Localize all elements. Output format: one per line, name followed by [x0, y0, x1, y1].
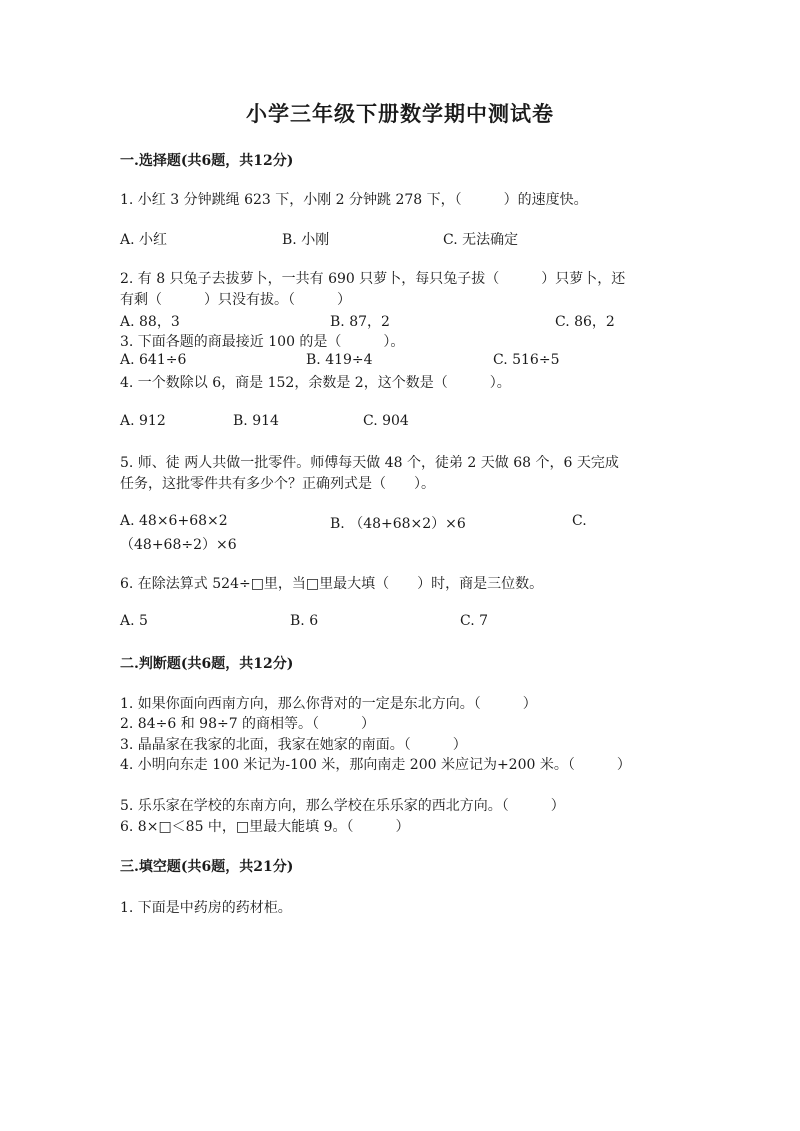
question-1-5: 5. 师、徒 两人共做一批零件。师傅每天做 48 个，徒弟 2 天做 68 个，6 天完成	[120, 455, 619, 471]
option-b: B. 914	[233, 413, 279, 429]
section-heading-judgement: 二.判断题(共6题，共12分)	[120, 656, 294, 672]
option-c: C. 7	[460, 613, 489, 629]
option-a: A. 48×6+68×2	[120, 513, 228, 529]
option-a: A. 912	[120, 413, 166, 429]
page-title: 小学三年级下册数学期中测试卷	[246, 101, 554, 126]
question-1-2-cont: 有剩（ ）只没有拔。（ ）	[120, 292, 351, 308]
question-2-4: 4. 小明向东走 100 米记为-100 米，那向南走 200 米应记为+200 米。（ ）	[120, 757, 631, 773]
option-c: C. 516÷5	[493, 352, 560, 368]
option-c: C. 904	[363, 413, 409, 429]
question-2-6: 6. 8×□＜85 中，□里最大能填 9。（ ）	[120, 819, 410, 835]
option-a: A. 小红	[120, 232, 168, 248]
option-c-continuation: （48+68÷2）×6	[120, 537, 237, 553]
question-1-5-cont: 任务，这批零件共有多少个？正确列式是（ ）。	[120, 476, 435, 492]
section-heading-fill-in: 三.填空题(共6题，共21分)	[120, 859, 294, 875]
option-a: A. 88，3	[120, 314, 180, 330]
option-a: A. 5	[120, 613, 148, 629]
option-b: B. （48+68×2）×6	[330, 516, 466, 532]
option-b: B. 419÷4	[306, 352, 373, 368]
option-c: C. 86，2	[555, 314, 615, 330]
option-c: C. 无法确定	[443, 232, 519, 248]
question-1-2: 2. 有 8 只兔子去拔萝卜，一共有 690 只萝卜，每只兔子拔（ ）只萝卜，还	[120, 271, 626, 287]
question-2-1: 1. 如果你面向西南方向，那么你背对的一定是东北方向。（ ）	[120, 696, 537, 712]
section-heading-choice: 一.选择题(共6题，共12分)	[120, 153, 294, 169]
question-1-4: 4. 一个数除以 6，商是 152，余数是 2，这个数是（ ）。	[120, 375, 511, 391]
question-2-5: 5. 乐乐家在学校的东南方向，那么学校在乐乐家的西北方向。（ ）	[120, 798, 565, 814]
question-2-2: 2. 84÷6 和 98÷7 的商相等。（ ）	[120, 716, 376, 732]
option-b: B. 87，2	[330, 314, 390, 330]
option-b: B. 小刚	[282, 232, 330, 248]
option-a: A. 641÷6	[120, 352, 187, 368]
question-1-6: 6. 在除法算式 524÷□里，当□里最大填（ ）时，商是三位数。	[120, 576, 544, 592]
question-3-1: 1. 下面是中药房的药材柜。	[120, 900, 292, 916]
option-c: C.	[572, 513, 587, 529]
option-b: B. 6	[290, 613, 319, 629]
question-2-3: 3. 晶晶家在我家的北面，我家在她家的南面。（ ）	[120, 737, 467, 753]
question-1-3: 3. 下面各题的商最接近 100 的是（ ）。	[120, 334, 405, 350]
question-1-1: 1. 小红 3 分钟跳绳 623 下，小刚 2 分钟跳 278 下，（ ）的速度快。	[120, 192, 588, 208]
